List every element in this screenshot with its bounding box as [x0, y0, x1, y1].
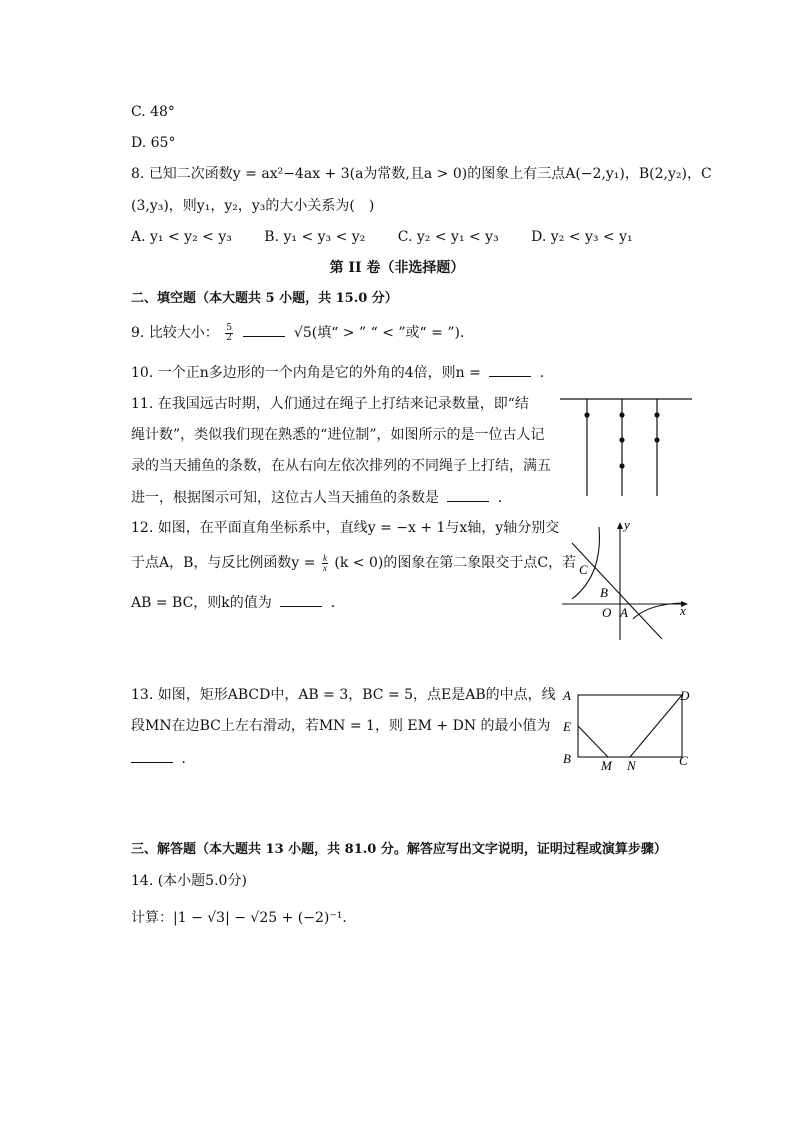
q13-line2: 段MN在边BC上左右滑动，若MN = 1，则 EM + DN 的最小值为: [131, 718, 551, 734]
q9-frac-num: 5: [226, 322, 232, 333]
q9-frac-den: 2: [226, 332, 232, 343]
q8-option-d: D. y₂ < y₃ < y₁: [531, 229, 633, 245]
q13-rectangle-figure: [558, 685, 698, 775]
label-B: B: [563, 751, 571, 766]
q12-line3: [131, 592, 345, 613]
q8-options: [131, 227, 661, 247]
q12-end: ．: [330, 595, 345, 611]
q13-end: ．: [181, 751, 196, 767]
q12-text-line2a: 于点A，B，与反比例函数y =: [131, 555, 316, 571]
q8-option-c: C. y₂ < y₁ < y₃: [397, 229, 499, 245]
q12-fraction: [322, 554, 328, 573]
q12-text-line1: 如图，在平面直角坐标系中，直线y = −x + 1与x轴，y轴分别交: [157, 520, 560, 536]
knot: [584, 412, 589, 417]
q9-answer-blank[interactable]: [243, 322, 285, 337]
q8-number: 8.: [131, 166, 145, 182]
q8-line2: (3,y₃)，则y₁，y₂，y₃的大小关系为( ): [131, 198, 375, 214]
q12-line2: [131, 553, 576, 573]
line-y-equals-neg-x-plus-1: [572, 543, 662, 639]
q7-option-c: C. 48°: [131, 104, 175, 120]
label-O: O: [602, 605, 612, 620]
q11-end: ．: [497, 490, 512, 506]
q14-header: (本小题5.0分): [157, 873, 247, 889]
q13-number: 13.: [131, 687, 154, 703]
q9-suffix: √5(填“ > ” “ < ”或“ = ”)．: [293, 325, 474, 341]
q10-line: [131, 362, 554, 383]
knot: [619, 412, 624, 417]
label-y: y: [624, 517, 630, 532]
q11-line3: 录的当天捕鱼的条数，在从右向左依次排列的不同绳子上打结，满五: [131, 458, 551, 474]
q13-answer-blank[interactable]: [131, 748, 173, 763]
q10-end: ．: [539, 365, 554, 381]
label-C: C: [679, 753, 688, 768]
q14-number: 14.: [131, 873, 154, 889]
label-A: A: [563, 688, 571, 703]
section2-title: 二、填空题（本大题共 5 小题，共 15.0 分）: [131, 291, 398, 306]
q12-text-line3: AB = BC，则k的值为: [131, 595, 272, 611]
q13-line3: [131, 748, 195, 769]
q8-line1: [131, 164, 712, 184]
q13-line1: [131, 685, 556, 705]
q11-answer-blank[interactable]: [447, 487, 489, 502]
q11-rope-figure: [560, 392, 695, 498]
label-M: M: [601, 758, 612, 773]
label-D: D: [680, 688, 690, 703]
q8-text-line1: 已知二次函数y = ax²−4ax + 3(a为常数,且a > 0)的图象上有三点A(−2,y₁)，B(2,y₂)，C: [148, 166, 712, 182]
knot: [654, 412, 659, 417]
label-B: B: [600, 585, 608, 600]
label-C: C: [579, 562, 588, 577]
q8-option-a: A. y₁ < y₂ < y₃: [131, 229, 232, 245]
label-A: A: [620, 605, 628, 620]
section3-title: 三、解答题（本大题共 13 小题，共 81.0 分。解答应写出文字说明，证明过程或演算步骤）: [131, 842, 667, 857]
q12-frac-num: k: [322, 552, 327, 563]
q11-number: 11.: [131, 396, 154, 412]
q14-text: 计算：|1 − √3| − √25 + (−2)⁻¹．: [131, 910, 357, 926]
q14-header-line: [131, 871, 247, 891]
q10-answer-blank[interactable]: [489, 362, 531, 377]
q7-option-d: D. 65°: [131, 135, 176, 151]
q8-option-b: B. y₁ < y₃ < y₂: [264, 229, 366, 245]
q13-text-line1: 如图，矩形ABCD中，AB = 3，BC = 5，点E是AB的中点，线: [157, 687, 556, 703]
q11-line1: [131, 394, 529, 414]
rectangle-abcd: [578, 695, 682, 757]
q10-number: 10.: [131, 365, 154, 381]
q12-line1: [131, 518, 559, 538]
q12-frac-den: x: [322, 562, 327, 573]
q12-number: 12.: [131, 520, 154, 536]
q12-coordinate-figure: [558, 515, 698, 643]
knot: [619, 437, 624, 442]
label-N: N: [627, 758, 636, 773]
q9-fraction: [225, 324, 233, 343]
label-E: E: [563, 719, 571, 734]
label-x: x: [680, 603, 686, 618]
q11-line2: 绳计数”，类似我们现在熟悉的“进位制”，如图所示的是一位古人记: [131, 427, 545, 443]
q12-text-line2b: (k < 0)的图象在第二象限交于点C，若: [334, 555, 577, 571]
q9-number: 9.: [131, 325, 145, 341]
knot: [619, 463, 624, 468]
q12-answer-blank[interactable]: [280, 592, 322, 607]
q11-line4: [131, 487, 512, 508]
y-axis-arrow: [617, 522, 623, 529]
q11-text-line1: 在我国远古时期，人们通过在绳子上打结来记录数量，即“结: [157, 396, 529, 412]
segment-dn: [630, 695, 682, 757]
part2-title: 第 II 卷（非选择题）: [329, 260, 465, 276]
knot: [654, 437, 659, 442]
q11-text-line4: 进一，根据图示可知，这位古人当天捕鱼的条数是: [131, 490, 439, 506]
q9-prefix: 比较大小：: [148, 325, 219, 341]
q10-text: 一个正n多边形的一个内角是它的外角的4倍，则n =: [157, 365, 481, 381]
q9-line: [131, 322, 474, 343]
segment-em: [578, 726, 608, 757]
